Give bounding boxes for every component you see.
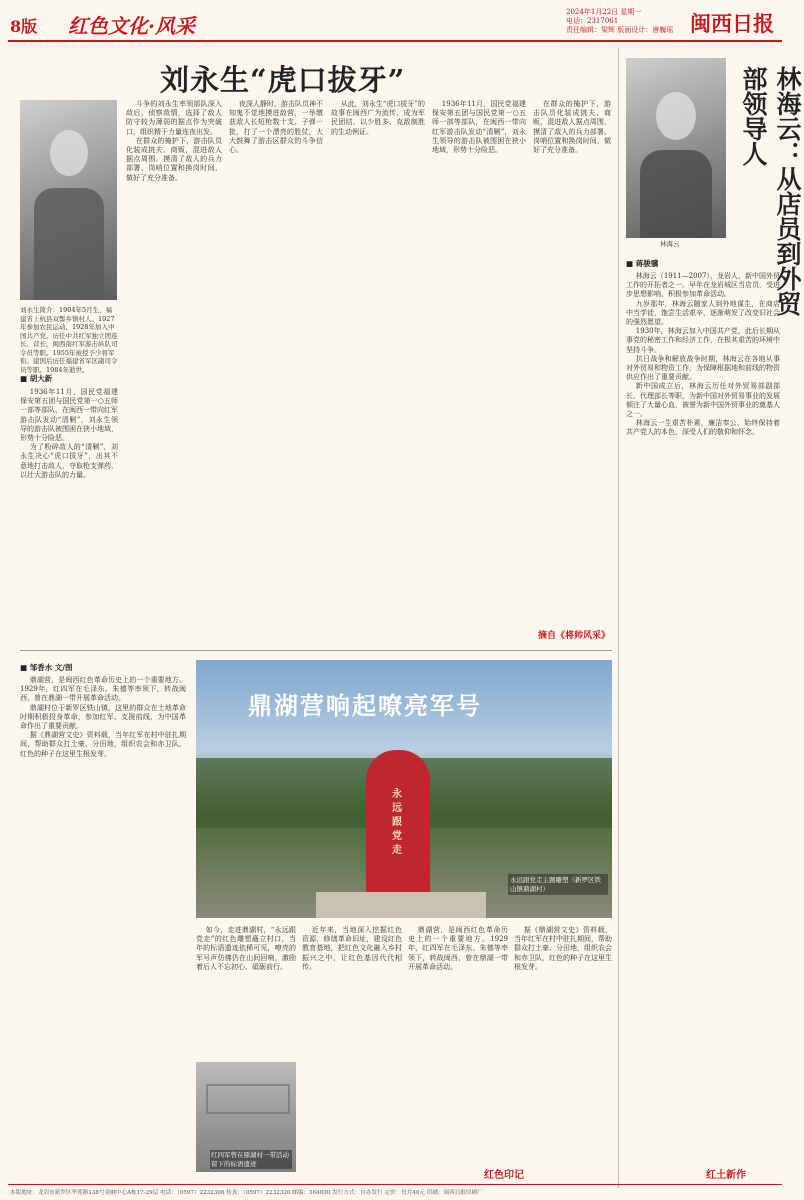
paragraph: 为了粉碎敌人的“清剿”，刘永生决心“虎口拔牙”，出其不意地打击敌人，夺取枪支弹药，以壮大游击队的力量。 <box>20 443 118 479</box>
paragraph: 新中国成立后，林海云历任对外贸易部副部长、代理部长等职，为新中国对外贸易事业的发展倾注了大量心血，被誉为新中国外贸事业的奠基人之一。 <box>626 382 780 419</box>
article1-byline: ■ 胡大新 <box>20 374 53 383</box>
article1-source: 摘自《将帅风采》 <box>538 631 611 641</box>
article1-text-col4 <box>331 100 425 642</box>
paragraph: 1936年11月，国民党福建保安第五团与国民党第一○五师一部等部队，在闽西一带向红军游击队发动“清剿”，刘永生领导的游击队被围困在狭小地域，形势十分险恶。 <box>20 388 118 443</box>
column-divider <box>618 48 619 1188</box>
paragraph: 1930年，林海云加入中国共产党，此后长期从事党的秘密工作和经济工作，在极其艰苦的环境中坚持斗争。 <box>626 327 780 354</box>
paragraph: 1936年11月，国民党福建保安第五团与国民党第一○五师一部等部队，在闽西一带向红军游击队发动“清剿”，刘永生领导的游击队被围困在狭小地域，形势十分险恶。 <box>432 100 526 155</box>
liu-yongsheng-bio: 刘永生简介：1904年5月生，福建省上杭县双髻乡镇村人。1927年参加农民运动，1928年加入中国共产党。历任中共红军独立团连长、营长，闽西南红军游击纵队司令员等职。1955年被授予少将军衔。建国后历任福建省军区副司令员等职。1984年逝世。 <box>20 306 118 374</box>
slogan-photo-caption: 红四军曾在鼎湖村一带活动留下的标语遗迹 <box>210 1150 292 1169</box>
article3-byline: ■ 蒋骏骥 <box>626 259 659 268</box>
article2-source: 红色印记 <box>484 1170 524 1181</box>
paragraph: 九岁那年，林海云随家人到外地谋生，在商店中当学徒，饱尝生活艰辛，逐渐萌发了改变旧社会的强烈愿望。 <box>626 299 780 327</box>
article1-text-col3 <box>229 100 323 642</box>
paragraph: 抗日战争和解放战争时期，林海云在各地从事对外贸易和物资工作，为保障根据地和前线的物资供应作出了重要贡献。 <box>626 354 780 382</box>
article1-text-col5 <box>432 100 526 642</box>
header-rule <box>8 40 782 42</box>
paragraph: 林海云（1911—2007），龙岩人，新中国外贸工作的开拓者之一。早年在龙岩城区当店员，受进步思想影响，积极参加革命活动。 <box>626 272 780 299</box>
footer-text: 本版地址：龙岩市新罗区华莲路138号金融中心A栋17-29层 电话：（0597）2232306 传真：（0597）2232320 邮编：364000 发行方式：自办发行 定价：每月40元 印刷：闽西日报印刷厂 <box>10 1190 483 1196</box>
paragraph: 鼎湖营，是闽西红色革命历史上的一个重要地方。1929年，红四军在毛泽东、朱德等率领下，转战闽西，曾在鼎湖一带开展革命活动。 <box>20 676 186 703</box>
paragraph: 在群众的掩护下，游击队员化装成挑夫、商贩，混进敌人据点周围，摸清了敌人的兵力部署、岗哨位置和换岗时间，做好了充分准备。 <box>126 136 222 182</box>
monument-photo-caption: 永远跟党走主题雕塑（新罗区铁山镇鼎湖村） <box>508 874 608 895</box>
article1-title: 刘永生“虎口拔牙” <box>160 63 406 97</box>
footer-rule <box>8 1184 782 1185</box>
article1-text-col2 <box>126 100 222 642</box>
newspaper-logo: 闽西日报 <box>690 11 774 36</box>
article2-text-col4 <box>408 926 508 1162</box>
paragraph: 夜深人静时，游击队员神不知鬼不觉地摸进敌营，一举缴获敌人长短枪数十支、子弹一批，打了一个漂亮的胜仗，大大鼓舞了游击区群众的斗争信心。 <box>229 100 323 155</box>
paragraph: 从此，刘永生“虎口拔牙”的故事在闽西广为流传，成为军民团结、以少胜多、克敌制胜的生动例证。 <box>331 100 425 136</box>
article2-title: 鼎湖营响起嘹亮军号 <box>248 691 482 720</box>
liu-yongsheng-portrait <box>20 100 117 300</box>
paragraph: 近年来，当地深入挖掘红色资源，修缮革命旧址，建设红色教育基地，把红色文化融入乡村振兴之中，让红色基因代代相传。 <box>302 926 402 971</box>
page-header <box>0 0 790 40</box>
article2-text-col1 <box>20 676 186 1188</box>
divider <box>20 650 612 651</box>
paragraph: 据《鼎湖营文史》资料载，当年红军在村中驻扎期间，帮助群众打土豪、分田地，组织农会和赤卫队，红色的种子在这里生根发芽。 <box>514 926 612 971</box>
article2-text-col5 <box>514 926 612 1162</box>
article1-text-col1 <box>20 388 118 642</box>
paragraph: 鼎湖村位于新罗区铁山镇，这里的群众在土地革命时期积极投身革命，参加红军、支援前线，为中国革命作出了重要贡献。 <box>20 703 186 731</box>
section-title: 红色文化·风采 <box>68 14 195 38</box>
monument-inscription: 永远跟党走 <box>392 789 402 856</box>
paragraph: 如今，走进鼎湖村，“永远跟党走”的红色雕塑矗立村口，当年的标语遗迹依稀可见，嘹亮的军号声仿佛仍在山间回响，激励着后人不忘初心、砥砺前行。 <box>196 926 296 971</box>
article3-title-text: 林海云：从店员到外贸部领导人 <box>739 66 802 316</box>
lin-haiyun-photo-caption: 林海云 <box>660 240 680 248</box>
paragraph: 据《鼎湖营文史》资料载，当年红军在村中驻扎期间，帮助群众打土豪、分田地，组织农会和赤卫队，红色的种子在这里生根发芽。 <box>20 731 186 758</box>
article2-byline: ■ 邹香水 文/图 <box>20 663 73 672</box>
lin-haiyun-portrait <box>626 58 726 238</box>
article1-text-col6 <box>533 100 611 620</box>
header-date: 2024年1月22日 星期一 <box>566 8 642 16</box>
header-phone: 电话：2317061 <box>566 17 619 25</box>
page-number: 8版 <box>10 17 38 36</box>
paragraph: 鼎湖营，是闽西红色革命历史上的一个重要地方。1929年，红四军在毛泽东、朱德等率领下，转战闽西，曾在鼎湖一带开展革命活动。 <box>408 926 508 971</box>
header-editors: 责任编辑：梁辉 版面设计：唐巍瑶 <box>566 26 674 34</box>
paragraph: 斗争的刘永生率领部队深入敌后，侦察敌情，选择了敌人防守较为薄弱的据点作为突破口，组织精干力量连夜出发。 <box>126 100 222 136</box>
paragraph: 林海云一生艰苦朴素，廉洁奉公，始终保持着共产党人的本色，深受人们的敬仰和怀念。 <box>626 419 780 437</box>
article2-text-col3 <box>302 926 402 1188</box>
article3-source: 红土新作 <box>706 1170 746 1181</box>
article3-text <box>626 272 780 1164</box>
paragraph: 在群众的掩护下，游击队员化装成挑夫、商贩，混进敌人据点周围，摸清了敌人的兵力部署、岗哨位置和换岗时间，做好了充分准备。 <box>533 100 611 155</box>
